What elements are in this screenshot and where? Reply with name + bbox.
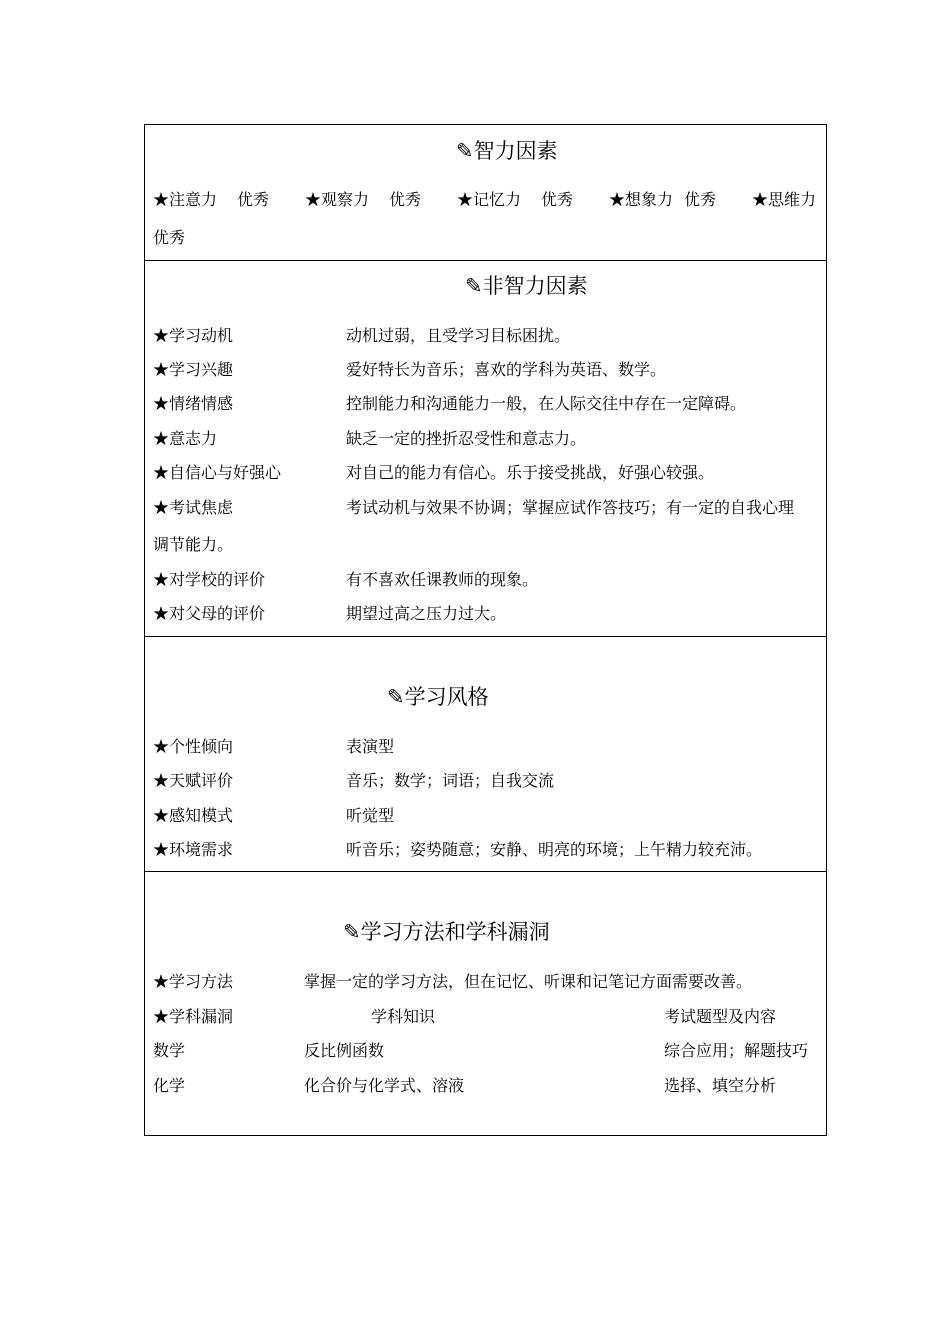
subject-exam: 综合应用；解题技巧: [664, 1041, 809, 1060]
row-value: 爱好特长为音乐；喜欢的学科为英语、数学。: [346, 360, 667, 379]
row-value: 动机过弱，且受学习目标困扰。: [346, 326, 571, 345]
row-value: 缺乏一定的挫折忍受性和意志力。: [346, 429, 587, 448]
item-value: 优秀: [684, 190, 717, 209]
row-label: ★自信心与好强心: [153, 463, 282, 482]
section-title-learning-style: ✎学习风格: [387, 685, 489, 709]
divider: [145, 260, 826, 261]
row-label: ★学习兴趣: [153, 360, 234, 379]
column-header-exam: 考试题型及内容: [664, 1007, 777, 1026]
item-value: 优秀: [541, 190, 574, 209]
row-value: 考试动机与效果不协调；掌握应试作答技巧；有一定的自我心理: [346, 498, 795, 517]
subject-name: 数学: [153, 1041, 186, 1060]
item-label: ★记忆力: [457, 190, 522, 209]
row-label: ★考试焦虑: [153, 498, 234, 517]
item-value: 优秀: [237, 190, 270, 209]
section-title-non-intelligence: ✎非智力因素: [465, 274, 588, 298]
row-value: 音乐；数学；词语；自我交流: [346, 771, 555, 790]
subject-knowledge: 化合价与化学式、溶液: [304, 1076, 465, 1095]
divider: [145, 871, 826, 872]
item-value: 优秀: [389, 190, 422, 209]
row-value: 期望过高之压力过大。: [346, 604, 507, 623]
row-label: ★对学校的评价: [153, 570, 266, 589]
row-label: ★情绪情感: [153, 394, 234, 413]
item-label: ★思维力: [752, 190, 817, 209]
row-label: ★意志力: [153, 429, 218, 448]
item-label: ★注意力: [153, 190, 218, 209]
row-value: 有不喜欢任课教师的现象。: [346, 570, 539, 589]
column-header-knowledge: 学科知识: [371, 1007, 436, 1026]
item-label: ★想象力: [609, 190, 674, 209]
section-title-intelligence: ✎智力因素: [456, 139, 558, 163]
method-label: ★学习方法: [153, 972, 234, 991]
row-label: ★个性倾向: [153, 737, 234, 756]
section-title-methods: ✎学习方法和学科漏洞: [343, 920, 550, 944]
subject-name: 化学: [153, 1076, 186, 1095]
row-label: ★对父母的评价: [153, 604, 266, 623]
row-label: ★学习动机: [153, 326, 234, 345]
row-value-continuation: 调节能力。: [153, 535, 234, 554]
gaps-label: ★学科漏洞: [153, 1007, 234, 1026]
row-value: 听音乐；姿势随意；安静、明亮的环境；上午精力较充沛。: [346, 840, 763, 859]
row-value: 对自己的能力有信心。乐于接受挑战，好强心较强。: [346, 463, 715, 482]
row-value: 表演型: [346, 737, 395, 756]
subject-exam: 选择、填空分析: [664, 1076, 777, 1095]
row-value: 听觉型: [346, 806, 395, 825]
divider: [145, 636, 826, 637]
item-value: 优秀: [153, 228, 186, 247]
row-value: 控制能力和沟通能力一般，在人际交往中存在一定障碍。: [346, 394, 747, 413]
method-value: 掌握一定的学习方法，但在记忆、听课和记笔记方面需要改善。: [304, 972, 753, 991]
item-label: ★观察力: [305, 190, 370, 209]
row-label: ★天赋评价: [153, 771, 234, 790]
row-label: ★环境需求: [153, 840, 234, 859]
subject-knowledge: 反比例函数: [304, 1041, 385, 1060]
row-label: ★感知模式: [153, 806, 234, 825]
